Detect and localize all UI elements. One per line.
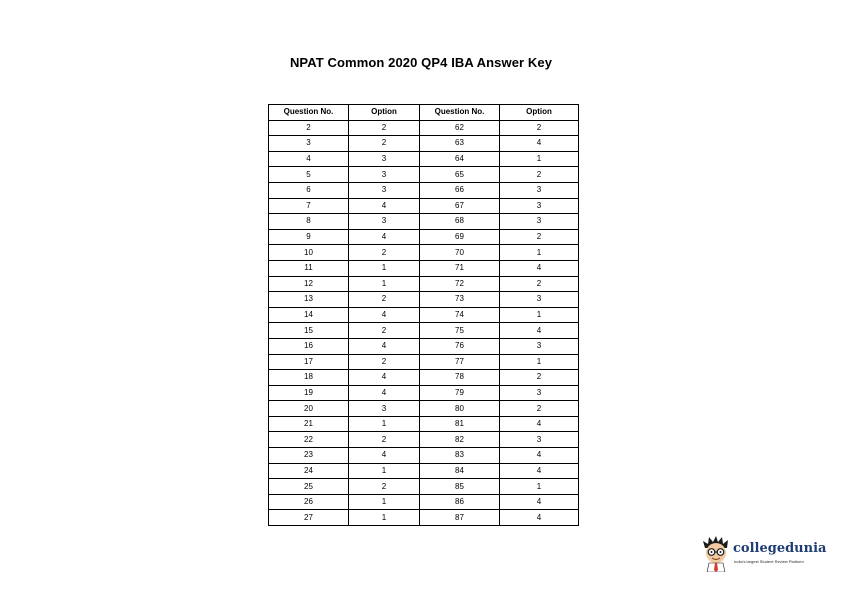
cell-option: 4 — [500, 136, 579, 152]
document-title: NPAT Common 2020 QP4 IBA Answer Key — [289, 55, 553, 70]
column-header-question-no: Question No. — [420, 105, 500, 121]
cell-option: 3 — [500, 198, 579, 214]
cell-question-no: 19 — [269, 385, 349, 401]
cell-question-no: 80 — [420, 401, 500, 417]
cell-question-no: 78 — [420, 370, 500, 386]
cell-option: 3 — [349, 151, 420, 167]
cell-question-no: 68 — [420, 214, 500, 230]
cell-option: 4 — [349, 307, 420, 323]
cell-option: 1 — [500, 245, 579, 261]
table-row — [269, 198, 579, 214]
cell-question-no: 3 — [269, 136, 349, 152]
cell-option: 3 — [500, 292, 579, 308]
cell-option: 3 — [349, 401, 420, 417]
cell-option: 1 — [349, 260, 420, 276]
cell-question-no: 10 — [269, 245, 349, 261]
cell-option: 4 — [500, 448, 579, 464]
cell-option: 3 — [500, 432, 579, 448]
cell-question-no: 23 — [269, 448, 349, 464]
cell-option: 1 — [500, 151, 579, 167]
cell-question-no: 71 — [420, 260, 500, 276]
column-header-option: Option — [500, 105, 579, 121]
cell-question-no: 82 — [420, 432, 500, 448]
cell-question-no: 79 — [420, 385, 500, 401]
cell-question-no: 13 — [269, 292, 349, 308]
cell-question-no: 12 — [269, 276, 349, 292]
cell-option: 4 — [500, 323, 579, 339]
table-header-row — [269, 105, 579, 121]
cell-option: 1 — [500, 479, 579, 495]
cell-option: 2 — [349, 323, 420, 339]
cell-question-no: 21 — [269, 416, 349, 432]
cell-option: 4 — [349, 198, 420, 214]
cell-option: 4 — [349, 448, 420, 464]
cell-option: 2 — [349, 120, 420, 136]
cell-option: 2 — [349, 479, 420, 495]
cell-option: 3 — [349, 214, 420, 230]
cell-question-no: 86 — [420, 494, 500, 510]
cell-question-no: 65 — [420, 167, 500, 183]
table-row — [269, 120, 579, 136]
cell-question-no: 84 — [420, 463, 500, 479]
cell-question-no: 7 — [269, 198, 349, 214]
cell-question-no: 74 — [420, 307, 500, 323]
logo-tagline: India's largest Student Review Platform — [734, 559, 804, 564]
table-row — [269, 354, 579, 370]
cell-option: 3 — [349, 182, 420, 198]
table-row — [269, 214, 579, 230]
cell-option: 1 — [500, 307, 579, 323]
answer-key-table — [268, 104, 579, 526]
cell-option: 4 — [349, 229, 420, 245]
table-row — [269, 182, 579, 198]
table-body — [269, 120, 579, 525]
cell-question-no: 4 — [269, 151, 349, 167]
cell-option: 2 — [349, 292, 420, 308]
cell-question-no: 8 — [269, 214, 349, 230]
table-row — [269, 479, 579, 495]
cell-question-no: 27 — [269, 510, 349, 526]
cell-option: 2 — [349, 245, 420, 261]
cell-question-no: 26 — [269, 494, 349, 510]
collegedunia-logo — [701, 536, 826, 576]
cell-question-no: 18 — [269, 370, 349, 386]
cell-question-no: 5 — [269, 167, 349, 183]
cell-question-no: 63 — [420, 136, 500, 152]
table-row — [269, 167, 579, 183]
cell-question-no: 2 — [269, 120, 349, 136]
cell-option: 4 — [500, 510, 579, 526]
cell-option: 1 — [500, 354, 579, 370]
cell-question-no: 15 — [269, 323, 349, 339]
cell-question-no: 81 — [420, 416, 500, 432]
table-row — [269, 229, 579, 245]
cell-option: 3 — [500, 182, 579, 198]
cell-question-no: 14 — [269, 307, 349, 323]
cell-option: 2 — [500, 276, 579, 292]
cell-question-no: 20 — [269, 401, 349, 417]
cell-option: 3 — [500, 214, 579, 230]
cell-option: 4 — [500, 463, 579, 479]
cell-option: 1 — [349, 494, 420, 510]
cell-option: 3 — [349, 167, 420, 183]
cell-question-no: 75 — [420, 323, 500, 339]
cell-question-no: 87 — [420, 510, 500, 526]
column-header-question-no: Question No. — [269, 105, 349, 121]
table-row — [269, 510, 579, 526]
cell-option: 2 — [500, 120, 579, 136]
cell-question-no: 9 — [269, 229, 349, 245]
cell-question-no: 17 — [269, 354, 349, 370]
cell-option: 2 — [500, 167, 579, 183]
table-row — [269, 151, 579, 167]
cell-option: 3 — [500, 338, 579, 354]
cell-question-no: 66 — [420, 182, 500, 198]
column-header-option: Option — [349, 105, 420, 121]
cell-option: 2 — [349, 354, 420, 370]
cell-option: 4 — [500, 416, 579, 432]
cell-question-no: 64 — [420, 151, 500, 167]
table-row — [269, 385, 579, 401]
table-row — [269, 323, 579, 339]
cell-question-no: 22 — [269, 432, 349, 448]
cell-option: 4 — [500, 260, 579, 276]
cell-option: 1 — [349, 463, 420, 479]
cell-question-no: 72 — [420, 276, 500, 292]
cell-option: 2 — [349, 432, 420, 448]
cell-question-no: 62 — [420, 120, 500, 136]
cell-option: 2 — [500, 370, 579, 386]
table-row — [269, 370, 579, 386]
cell-question-no: 67 — [420, 198, 500, 214]
table-row — [269, 245, 579, 261]
cell-question-no: 6 — [269, 182, 349, 198]
cell-option: 2 — [500, 229, 579, 245]
cell-option: 1 — [349, 416, 420, 432]
table-row — [269, 401, 579, 417]
table-row — [269, 432, 579, 448]
cell-question-no: 77 — [420, 354, 500, 370]
cell-option: 4 — [349, 370, 420, 386]
cell-question-no: 11 — [269, 260, 349, 276]
table-row — [269, 448, 579, 464]
cell-option: 1 — [349, 276, 420, 292]
cell-question-no: 85 — [420, 479, 500, 495]
cell-question-no: 16 — [269, 338, 349, 354]
cell-question-no: 69 — [420, 229, 500, 245]
student-mascot-icon — [701, 536, 731, 572]
table-row — [269, 494, 579, 510]
cell-question-no: 70 — [420, 245, 500, 261]
table-row — [269, 260, 579, 276]
table-row — [269, 463, 579, 479]
cell-option: 2 — [349, 136, 420, 152]
cell-option: 3 — [500, 385, 579, 401]
cell-option: 4 — [349, 385, 420, 401]
cell-question-no: 76 — [420, 338, 500, 354]
cell-option: 4 — [349, 338, 420, 354]
cell-option: 2 — [500, 401, 579, 417]
table-row — [269, 276, 579, 292]
table-row — [269, 307, 579, 323]
logo-brand-text: collegedunia — [733, 541, 827, 556]
cell-question-no: 83 — [420, 448, 500, 464]
table-row — [269, 416, 579, 432]
cell-option: 1 — [349, 510, 420, 526]
table-row — [269, 338, 579, 354]
table-row — [269, 136, 579, 152]
cell-question-no: 73 — [420, 292, 500, 308]
cell-option: 4 — [500, 494, 579, 510]
cell-question-no: 24 — [269, 463, 349, 479]
cell-question-no: 25 — [269, 479, 349, 495]
table-row — [269, 292, 579, 308]
